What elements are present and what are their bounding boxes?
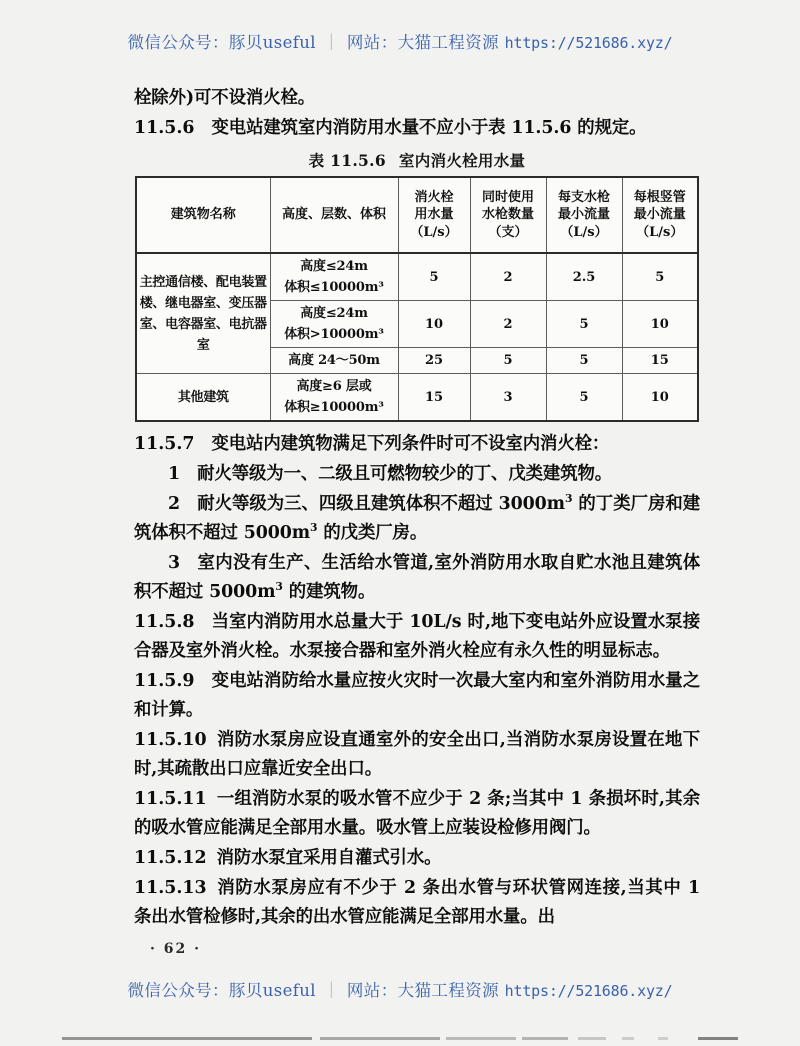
th-line: 同时使用 [481,189,534,205]
cell-riser-min-flow: 5 [622,253,698,301]
page-number: · 62 · [150,941,201,957]
th-hydrant-flow [398,177,470,253]
th-line: 每支水枪 [557,189,610,205]
table-header-row [136,177,698,253]
cell-nozzle-min-flow: 2.5 [546,253,622,301]
clause-11-5-9 [134,667,700,725]
footer-watermark [0,977,800,1001]
table-caption-number: 表 11.5.6 [308,151,386,170]
watermark-site-label: 网站：大猫工程资源 [346,33,500,52]
clause-11-5-13 [134,874,700,932]
item-text-b: 的丁类厂房和建筑体积不超过 5000m [134,494,700,543]
clause-text: 变电站内建筑物满足下列条件时可不设室内消火栓： [211,434,610,454]
clause-number: 11.5.11 [134,789,207,809]
condition-line: 高度≥6 层或 [296,379,372,394]
cell-riser-min-flow: 15 [622,348,698,374]
clause-text: 变电站消防给水量应按火灾时一次最大室内和室外消防用水量之和计算。 [134,671,700,720]
cell-hydrant-flow: 25 [398,348,470,374]
clause-text: 当室内消防用水总量大于 10L/s 时,地下变电站外应设置水泵接合器及室外消火栓。水泵接合器和室外消火栓应有永久性的明显标志。 [134,612,700,661]
item-number: 3 [168,553,181,573]
table-caption-title: 室内消火栓用水量 [398,151,526,170]
superscript-cubic: 3 [564,492,573,506]
table-row [136,374,698,422]
table-head [136,177,698,253]
clause-11-5-12 [134,844,700,873]
header-watermark [0,29,800,53]
cell-nozzle-min-flow: 5 [546,348,622,374]
item-number: 1 [168,464,181,484]
cell-nozzle-count: 2 [470,253,546,301]
item-text-c: 的戊类厂房。 [317,523,428,543]
th-nozzle-count [470,177,546,253]
clause-text: 一组消防水泵的吸水管不应少于 2 条;当其中 1 条损坏时,其余的吸水管应能满足全部用水量。吸水管上应装设检修用阀门。 [134,789,700,838]
watermark-wechat-label: 微信公众号：豚贝useful [127,981,316,1000]
th-unit: （L/s） [410,224,458,240]
condition-line: 体积≤10000m³ [284,280,384,295]
item-text-a: 耐火等级为三、四级且建筑体积不超过 3000m [197,494,565,514]
cell-nozzle-min-flow: 5 [546,374,622,422]
list-item-1 [134,460,700,489]
cell-condition [270,374,398,422]
clause-number: 11.5.10 [134,730,207,750]
th-line: 最小流量 [633,207,686,223]
th-unit: （L/s） [560,224,608,240]
clause-11-5-8 [134,608,700,666]
cell-riser-min-flow: 10 [622,301,698,348]
th-line: 用水量 [414,207,454,223]
cell-condition [270,301,398,348]
clause-number: 11.5.6 [134,118,195,138]
clause-11-5-7 [134,430,700,459]
watermark-wechat-label: 微信公众号：豚贝useful [127,33,316,52]
list-item-3 [134,549,700,607]
cell-riser-min-flow: 10 [622,374,698,422]
th-nozzle-min-flow [546,177,622,253]
scan-artifact-strip [62,1036,738,1041]
watermark-site-label: 网站：大猫工程资源 [346,981,500,1000]
cell-nozzle-count: 5 [470,348,546,374]
cell-condition [270,348,398,374]
superscript-cubic: 3 [310,521,318,535]
th-line: 高度、层数、体积 [281,207,386,223]
cell-nozzle-count: 2 [470,301,546,348]
clause-text: 变电站建筑室内消防用水量不应小于表 11.5.6 的规定。 [211,118,647,138]
clause-number: 11.5.12 [134,848,207,868]
cell-nozzle-min-flow: 5 [546,301,622,348]
clause-11-5-11 [134,785,700,843]
th-line: 消火栓 [414,189,454,205]
clause-text: 消防水泵房应有不少于 2 条出水管与环状管网连接,当其中 1 条出水管检修时,其余的出水管应能满足全部用水量。出 [134,878,700,927]
clause-11-5-10 [134,726,700,784]
list-item-2 [134,490,700,548]
indoor-hydrant-water-table [135,176,699,422]
th-line: 建筑物名称 [170,207,236,223]
watermark-separator: ｜ [323,981,340,1000]
cell-nozzle-count: 3 [470,374,546,422]
item-text-b: 的建筑物。 [282,582,376,602]
condition-line: 高度 24～50m [288,353,380,368]
th-line: 水枪数量 [481,207,534,223]
cell-building-group-1: 主控通信楼、配电装置楼、继电器室、变压器室、电容器室、电抗器室 [136,253,270,374]
clause-11-5-6 [134,114,700,143]
th-line: 每根竖管 [633,189,686,205]
cell-condition [270,253,398,301]
th-building-name [136,177,270,253]
table-body [136,253,698,421]
condition-line: 高度≤24m [300,306,368,321]
th-line: 最小流量 [557,207,610,223]
clause-number: 11.5.8 [134,612,195,632]
watermark-separator: ｜ [323,33,340,52]
watermark-url: https://521686.xyz/ [504,982,673,1000]
condition-line: 高度≤24m [300,259,368,274]
paragraph-continuation: 栓除外)可不设消火栓。 [134,88,316,108]
clause-number: 11.5.13 [134,878,207,898]
clause-number: 11.5.9 [134,671,195,691]
th-unit: （支） [488,224,528,240]
item-text: 耐火等级为一、二级且可燃物较少的丁、戊类建筑物。 [197,464,613,484]
clause-number: 11.5.7 [134,434,195,454]
table-row [136,253,698,301]
clause-text: 消防水泵房应设直通室外的安全出口,当消防水泵房设置在地下时,其疏散出口应靠近安全出口。 [134,730,700,779]
cell-hydrant-flow: 5 [398,253,470,301]
table-caption [134,149,700,171]
page-content [134,84,700,933]
superscript-cubic: 3 [275,580,283,594]
item-number: 2 [168,494,181,514]
th-riser-min-flow [622,177,698,253]
item-text-a: 室内没有生产、生活给水管道,室外消防用水取自贮水池且建筑体积不超过 5000m [134,553,700,602]
th-unit: （L/s） [636,224,684,240]
condition-line: 体积≥10000m³ [284,400,384,415]
cell-hydrant-flow: 15 [398,374,470,422]
cell-building-group-2: 其他建筑 [136,374,270,422]
watermark-url: https://521686.xyz/ [504,34,673,52]
th-height-floors-volume [270,177,398,253]
condition-line: 体积>10000m³ [284,327,384,342]
clause-text: 消防水泵宜采用自灌式引水。 [216,848,442,868]
cell-hydrant-flow: 10 [398,301,470,348]
